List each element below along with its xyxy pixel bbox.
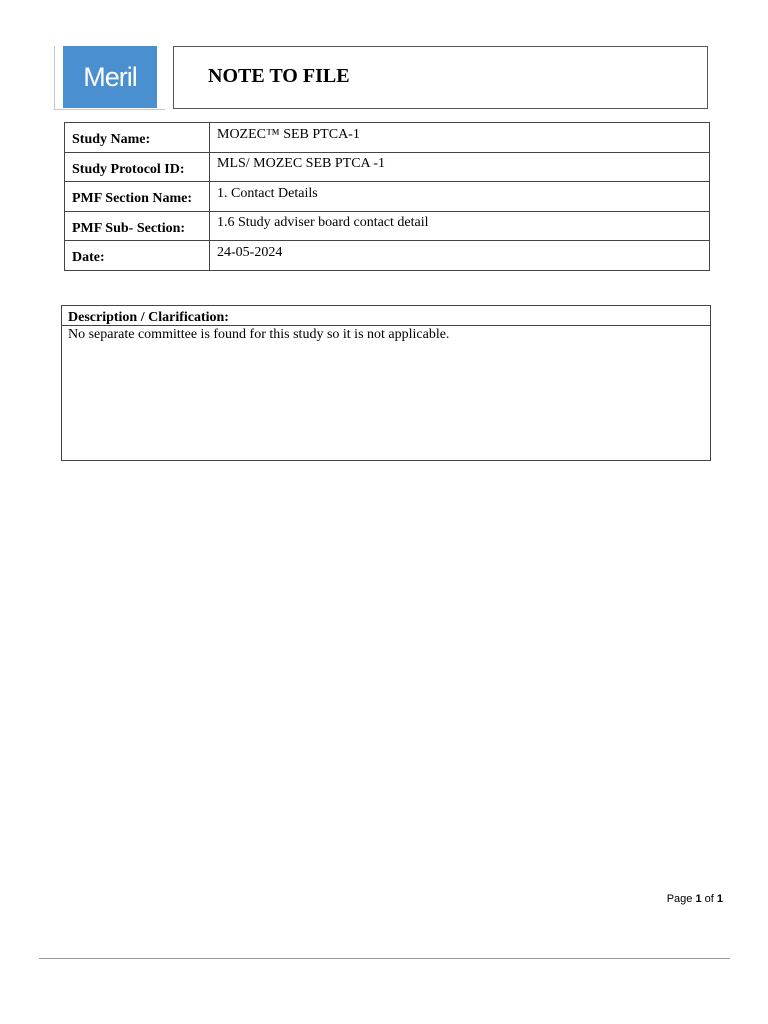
table-row	[65, 123, 710, 153]
row-label: Date:	[65, 241, 210, 271]
page-number	[667, 893, 723, 905]
row-value: 1.6 Study adviser board contact detail	[210, 211, 710, 241]
row-value: 24-05-2024	[210, 241, 710, 271]
row-value: MOZEC™ SEB PTCA-1	[210, 123, 710, 153]
row-value: MLS/ MOZEC SEB PTCA -1	[210, 152, 710, 182]
footer-divider	[39, 958, 730, 959]
title-box	[173, 46, 708, 109]
description-heading: Description / Clarification:	[62, 306, 710, 326]
table-row	[65, 182, 710, 212]
company-logo	[63, 46, 157, 108]
row-value: 1. Contact Details	[210, 182, 710, 212]
row-label: PMF Sub- Section:	[65, 211, 210, 241]
description-body: No separate committee is found for this study so it is not applicable.	[68, 327, 450, 342]
logo-text: Meril	[83, 61, 137, 92]
row-label: PMF Section Name:	[65, 182, 210, 212]
table-row	[65, 152, 710, 182]
page-current: 1	[695, 893, 702, 905]
study-info-table	[64, 122, 710, 271]
page-prefix: Page	[666, 893, 696, 905]
row-label: Study Protocol ID:	[65, 152, 210, 182]
page-title: NOTE TO FILE	[208, 65, 350, 87]
page-total: 1	[716, 893, 723, 905]
description-box	[61, 305, 711, 461]
page-of: of	[701, 893, 717, 905]
row-label: Study Name:	[65, 123, 210, 153]
table-row	[65, 211, 710, 241]
table-row	[65, 241, 710, 271]
